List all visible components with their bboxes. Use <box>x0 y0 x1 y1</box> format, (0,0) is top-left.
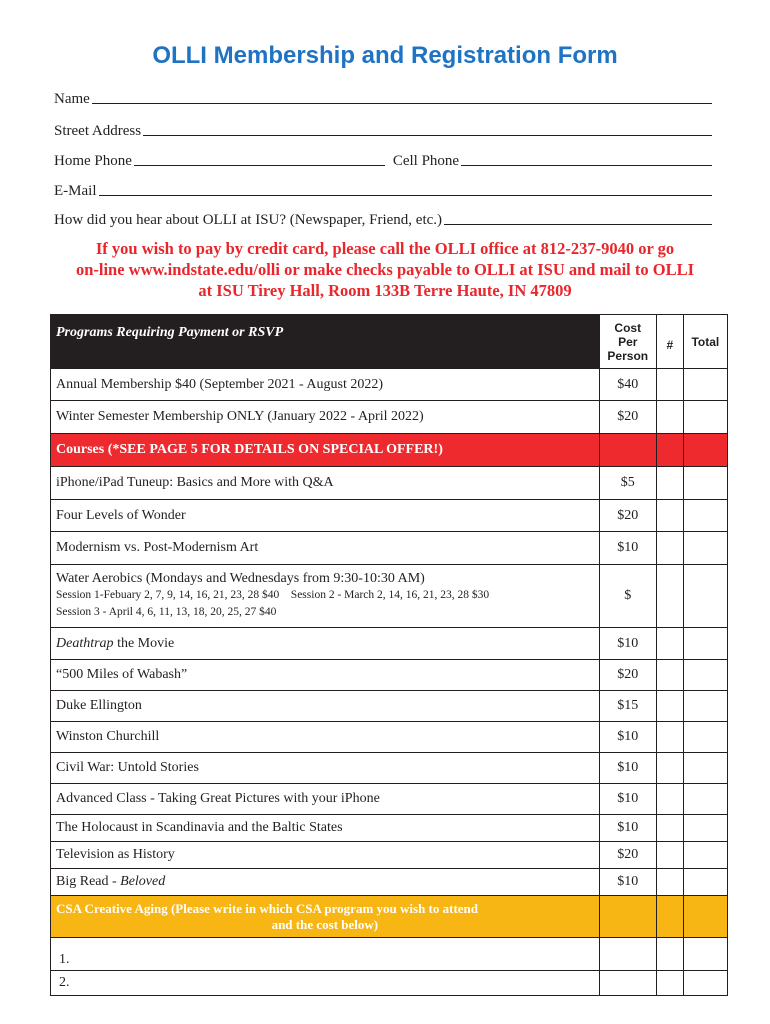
program-cost: $10 <box>599 532 656 565</box>
email-line[interactable] <box>99 194 713 196</box>
bigread-prefix: Big Read - <box>56 874 121 889</box>
cell-phone-label: Cell Phone <box>392 153 460 169</box>
count-cell[interactable] <box>656 532 683 565</box>
total-cell[interactable] <box>683 401 727 434</box>
total-cell[interactable] <box>683 565 727 628</box>
program-name: Winston Churchill <box>51 722 600 753</box>
table-row <box>51 628 728 660</box>
program-name: Modernism vs. Post-Modernism Art <box>51 532 600 565</box>
count-cell[interactable] <box>656 784 683 815</box>
deathtrap-suffix: the Movie <box>113 635 175 651</box>
total-cell[interactable] <box>683 500 727 532</box>
count-cell[interactable] <box>656 628 683 660</box>
notice-line-1: If you wish to pay by credit card, please call the OLLI office at 812-237-9040 or go <box>95 239 675 258</box>
table-row <box>51 660 728 691</box>
csa-entry-row <box>51 971 728 996</box>
count-cell[interactable] <box>656 660 683 691</box>
csa-header-row <box>51 896 728 938</box>
referral-line[interactable] <box>444 223 712 225</box>
notice-line-3: at ISU Tirey Hall, Room 133B Terre Haute, IN 47809 <box>198 281 572 300</box>
email-field[interactable] <box>54 178 712 200</box>
home-phone-label: Home Phone <box>54 153 132 169</box>
name-line[interactable] <box>92 102 712 104</box>
deathtrap-title: Deathtrap <box>56 635 114 651</box>
courses-header-row <box>51 434 728 467</box>
program-name: The Holocaust in Scandinavia and the Baltic States <box>51 815 600 842</box>
street-address-label: Street Address <box>54 123 142 139</box>
program-name: iPhone/iPad Tuneup: Basics and More with Q&A <box>51 467 600 500</box>
count-cell[interactable] <box>656 691 683 722</box>
total-cell[interactable] <box>683 691 727 722</box>
referral-field[interactable] <box>54 207 712 229</box>
water-session-3: Session 3 - April 4, 6, 11, 13, 18, 20, 25, 27 $40 <box>56 606 277 618</box>
water-sessions-1-2 <box>56 587 594 604</box>
cost-cell[interactable] <box>599 938 656 971</box>
program-cost: $10 <box>599 869 656 896</box>
csa-header <box>51 896 600 938</box>
program-cost: $10 <box>599 722 656 753</box>
cell-phone-line[interactable] <box>461 164 712 166</box>
count-cell[interactable] <box>656 500 683 532</box>
count-cell[interactable] <box>656 938 683 971</box>
csa-header-line-1: CSA Creative Aging (Please write in which CSA program you wish to attend <box>56 900 479 916</box>
count-cell[interactable] <box>656 565 683 628</box>
name-label: Name <box>54 91 90 107</box>
count-cell[interactable] <box>656 369 683 401</box>
program-cost: $20 <box>599 660 656 691</box>
registration-table <box>50 314 728 996</box>
count-cell[interactable] <box>656 971 683 996</box>
courses-header: Courses (*SEE PAGE 5 FOR DETAILS ON SPECIAL OFFER!) <box>51 434 600 467</box>
total-header: Total <box>683 315 727 369</box>
program-cost: $20 <box>599 401 656 434</box>
total-cell[interactable] <box>683 369 727 401</box>
program-name <box>51 869 600 896</box>
program-cost: $ <box>599 565 656 628</box>
total-cell[interactable] <box>683 971 727 996</box>
notice-line-2: on-line www.indstate.edu/olli or make checks payable to OLLI at ISU and mail to OLLI <box>75 260 695 279</box>
program-name: Civil War: Untold Stories <box>51 753 600 784</box>
count-cell[interactable] <box>656 842 683 869</box>
table-row <box>51 691 728 722</box>
table-row <box>51 401 728 434</box>
email-label: E-Mail <box>54 183 97 199</box>
program-cost: $20 <box>599 842 656 869</box>
table-row <box>51 532 728 565</box>
table-row <box>51 784 728 815</box>
csa-entry-2[interactable]: 2. <box>51 971 600 996</box>
csa-entry-row <box>51 938 728 971</box>
total-cell[interactable] <box>683 467 727 500</box>
total-cell[interactable] <box>683 784 727 815</box>
home-phone-line[interactable] <box>134 164 385 166</box>
table-row <box>51 369 728 401</box>
program-name <box>51 628 600 660</box>
payment-notice <box>40 238 730 301</box>
program-cost: $5 <box>599 467 656 500</box>
water-session-2: Session 2 - March 2, 14, 16, 21, 23, 28 $30 <box>290 589 490 601</box>
count-cell[interactable] <box>656 467 683 500</box>
program-name: Advanced Class - Taking Great Pictures with your iPhone <box>51 784 600 815</box>
count-cell[interactable] <box>656 722 683 753</box>
count-cell[interactable] <box>656 815 683 842</box>
program-name: Winter Semester Membership ONLY (January 2022 - April 2022) <box>51 401 600 434</box>
program-name: Annual Membership $40 (September 2021 - August 2022) <box>51 369 600 401</box>
programs-header: Programs Requiring Payment or RSVP <box>51 315 600 369</box>
table-row <box>51 842 728 869</box>
street-address-line[interactable] <box>143 134 712 136</box>
program-cost: $15 <box>599 691 656 722</box>
count-cell[interactable] <box>656 869 683 896</box>
table-row <box>51 500 728 532</box>
phone-fields <box>54 148 712 170</box>
water-aerobics-row <box>51 565 728 628</box>
total-cell[interactable] <box>683 753 727 784</box>
count-header: # <box>656 315 683 369</box>
program-name: “500 Miles of Wabash” <box>51 660 600 691</box>
table-row <box>51 467 728 500</box>
total-cell[interactable] <box>683 869 727 896</box>
bigread-title: Beloved <box>120 874 166 889</box>
table-header-row <box>51 315 728 369</box>
cost-header <box>599 315 656 369</box>
table-row <box>51 815 728 842</box>
table-row <box>51 722 728 753</box>
table-row <box>51 869 728 896</box>
cost-cell[interactable] <box>599 971 656 996</box>
program-name: Television as History <box>51 842 600 869</box>
form-title: OLLI Membership and Registration Form <box>152 42 618 69</box>
total-cell[interactable] <box>683 842 727 869</box>
program-cost: $20 <box>599 500 656 532</box>
water-aerobics-title: Water Aerobics (Mondays and Wednesdays from 9:30-10:30 AM) <box>56 571 425 586</box>
total-cell[interactable] <box>683 628 727 660</box>
program-name: Four Levels of Wonder <box>51 500 600 532</box>
program-cost: $10 <box>599 753 656 784</box>
total-cell[interactable] <box>683 660 727 691</box>
total-cell[interactable] <box>683 815 727 842</box>
program-cost: $10 <box>599 628 656 660</box>
total-cell[interactable] <box>683 722 727 753</box>
program-name: Duke Ellington <box>51 691 600 722</box>
csa-entry-1[interactable]: 1. <box>51 938 600 971</box>
total-cell[interactable] <box>683 532 727 565</box>
csa-header-line-2: and the cost below) <box>271 916 379 932</box>
cost-header-line-2: Person <box>607 348 649 363</box>
street-address-field[interactable] <box>54 118 712 140</box>
name-field[interactable] <box>54 86 712 108</box>
water-aerobics-program <box>51 565 600 628</box>
program-cost: $10 <box>599 784 656 815</box>
referral-label: How did you hear about OLLI at ISU? (Newspaper, Friend, etc.) <box>54 212 443 228</box>
table-row <box>51 753 728 784</box>
total-cell[interactable] <box>683 938 727 971</box>
program-cost: $40 <box>599 369 656 401</box>
program-cost: $10 <box>599 815 656 842</box>
cost-header-line-1: Cost Per <box>614 320 642 349</box>
count-cell[interactable] <box>656 401 683 434</box>
count-cell[interactable] <box>656 753 683 784</box>
water-session-1: Session 1-Febuary 2, 7, 9, 14, 16, 21, 23, 28 $40 <box>56 589 280 601</box>
